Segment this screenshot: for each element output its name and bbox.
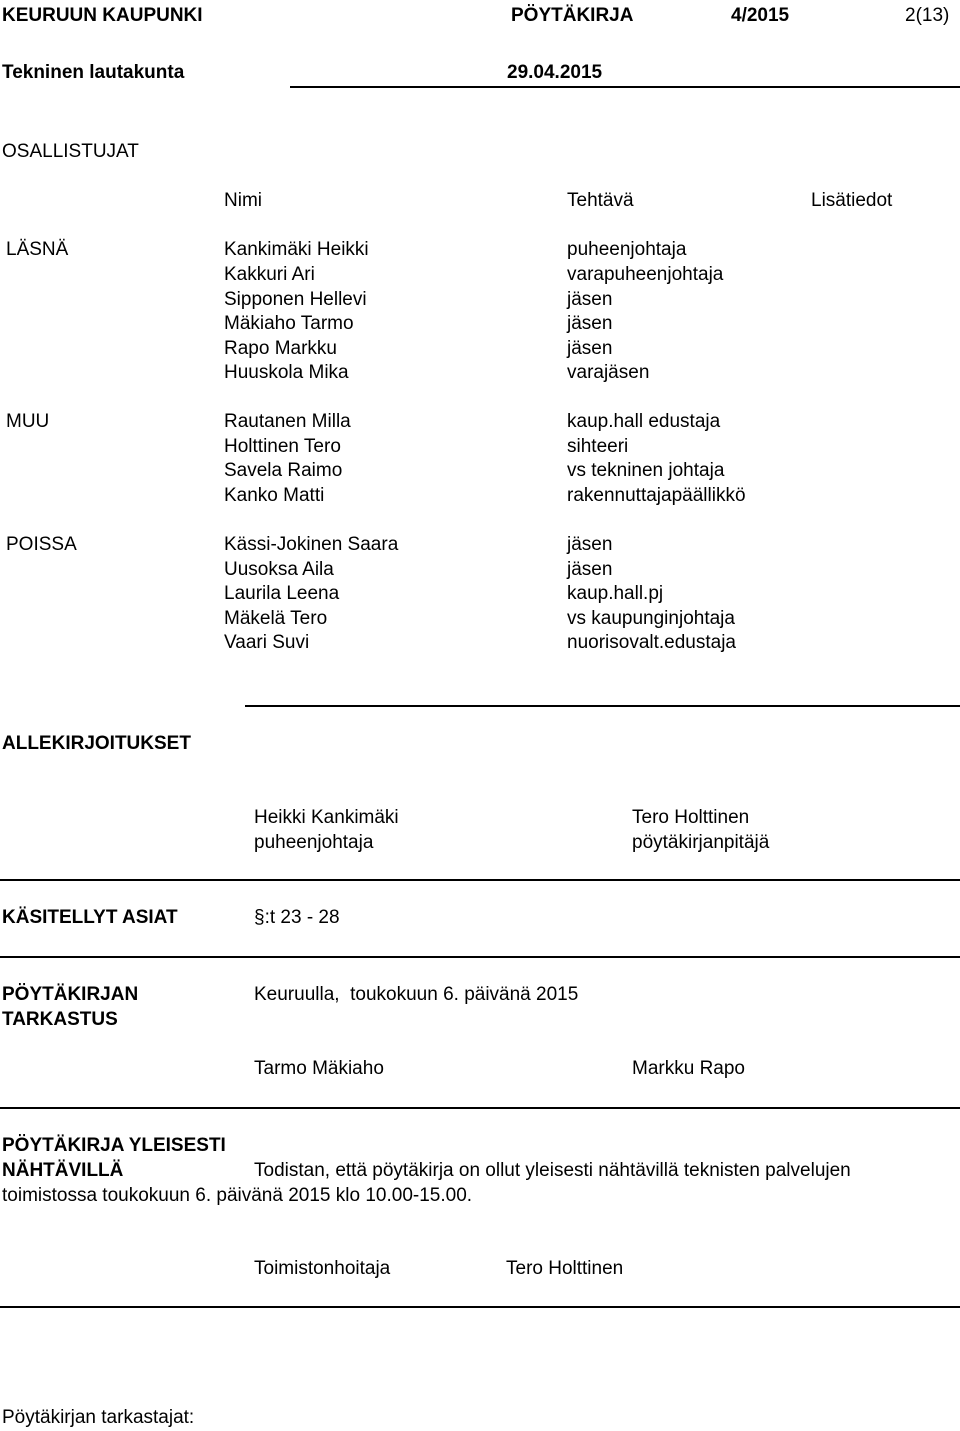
public-title-line1: PÖYTÄKIRJA YLEISESTI <box>2 1135 226 1156</box>
meeting-date: 29.04.2015 <box>507 62 603 83</box>
col-extra-header: Lisätiedot <box>811 190 893 211</box>
reviewer-2: Markku Rapo <box>632 1058 745 1079</box>
section-divider <box>0 1107 960 1109</box>
participant-role: kaup.hall edustaja <box>567 411 721 432</box>
section-divider <box>245 705 960 707</box>
section-divider <box>0 1306 960 1308</box>
section-divider <box>0 956 960 958</box>
participant-role: kaup.hall.pj <box>567 583 664 604</box>
header-divider <box>290 86 960 88</box>
org-name: KEURUUN KAUPUNKI <box>2 5 203 26</box>
chair-role: puheenjohtaja <box>254 832 374 853</box>
participant-name: Savela Raimo <box>224 460 343 481</box>
review-title-line2: TARKASTUS <box>2 1009 118 1030</box>
page-number: 2(13) <box>905 5 950 26</box>
public-signer-title: Toimistonhoitaja <box>254 1258 391 1279</box>
participant-name: Kässi-Jokinen Saara <box>224 534 399 555</box>
participant-role: puheenjohtaja <box>567 239 687 260</box>
participant-name: Laurila Leena <box>224 583 340 604</box>
public-text-line2: toimistossa toukokuun 6. päivänä 2015 klo 10.00-15.00. <box>2 1185 473 1206</box>
reviewers-label: Pöytäkirjan tarkastajat: <box>2 1407 195 1428</box>
participant-name: Kankimäki Heikki <box>224 239 369 260</box>
participant-name: Kanko Matti <box>224 485 325 506</box>
secretary-name: Tero Holttinen <box>632 807 750 828</box>
board-name: Tekninen lautakunta <box>2 62 185 83</box>
participant-role: jäsen <box>567 338 613 359</box>
present-label: LÄSNÄ <box>6 239 69 260</box>
participant-name: Vaari Suvi <box>224 632 310 653</box>
participant-role: jäsen <box>567 534 613 555</box>
public-text-line1: Todistan, että pöytäkirja on ollut yleisesti nähtävillä teknisten palvelujen <box>254 1160 851 1181</box>
participant-role: jäsen <box>567 559 613 580</box>
participant-name: Rapo Markku <box>224 338 337 359</box>
participant-role: varajäsen <box>567 362 650 383</box>
handled-value: §:t 23 - 28 <box>254 907 340 928</box>
review-place-date: Keuruulla, toukokuun 6. päivänä 2015 <box>254 984 579 1005</box>
doc-number: 4/2015 <box>731 5 790 26</box>
participant-role: vs tekninen johtaja <box>567 460 725 481</box>
public-signer-name: Tero Holttinen <box>506 1258 624 1279</box>
participants-title: OSALLISTUJAT <box>2 141 139 162</box>
review-title-line1: PÖYTÄKIRJAN <box>2 984 139 1005</box>
reviewer-1: Tarmo Mäkiaho <box>254 1058 384 1079</box>
participant-role: vs kaupunginjohtaja <box>567 608 735 629</box>
participant-name: Huuskola Mika <box>224 362 349 383</box>
col-name-header: Nimi <box>224 190 262 211</box>
participant-name: Holttinen Tero <box>224 436 341 457</box>
participant-name: Sipponen Hellevi <box>224 289 367 310</box>
participant-name: Rautanen Milla <box>224 411 351 432</box>
participant-name: Kakkuri Ari <box>224 264 315 285</box>
handled-title: KÄSITELLYT ASIAT <box>2 907 178 928</box>
participant-role: nuorisovalt.edustaja <box>567 632 736 653</box>
public-title-line2: NÄHTÄVILLÄ <box>2 1160 124 1181</box>
absent-label: POISSA <box>6 534 77 555</box>
secretary-role: pöytäkirjanpitäjä <box>632 832 770 853</box>
participant-role: rakennuttajapäällikkö <box>567 485 746 506</box>
participant-name: Uusoksa Aila <box>224 559 334 580</box>
section-divider <box>0 879 960 881</box>
signatures-title: ALLEKIRJOITUKSET <box>2 733 191 754</box>
participant-role: jäsen <box>567 289 613 310</box>
doc-type: PÖYTÄKIRJA <box>511 5 634 26</box>
col-role-header: Tehtävä <box>567 190 634 211</box>
participant-role: sihteeri <box>567 436 629 457</box>
participant-name: Mäkiaho Tarmo <box>224 313 354 334</box>
other-label: MUU <box>6 411 50 432</box>
participant-name: Mäkelä Tero <box>224 608 328 629</box>
participant-role: varapuheenjohtaja <box>567 264 724 285</box>
chair-name: Heikki Kankimäki <box>254 807 399 828</box>
participant-role: jäsen <box>567 313 613 334</box>
